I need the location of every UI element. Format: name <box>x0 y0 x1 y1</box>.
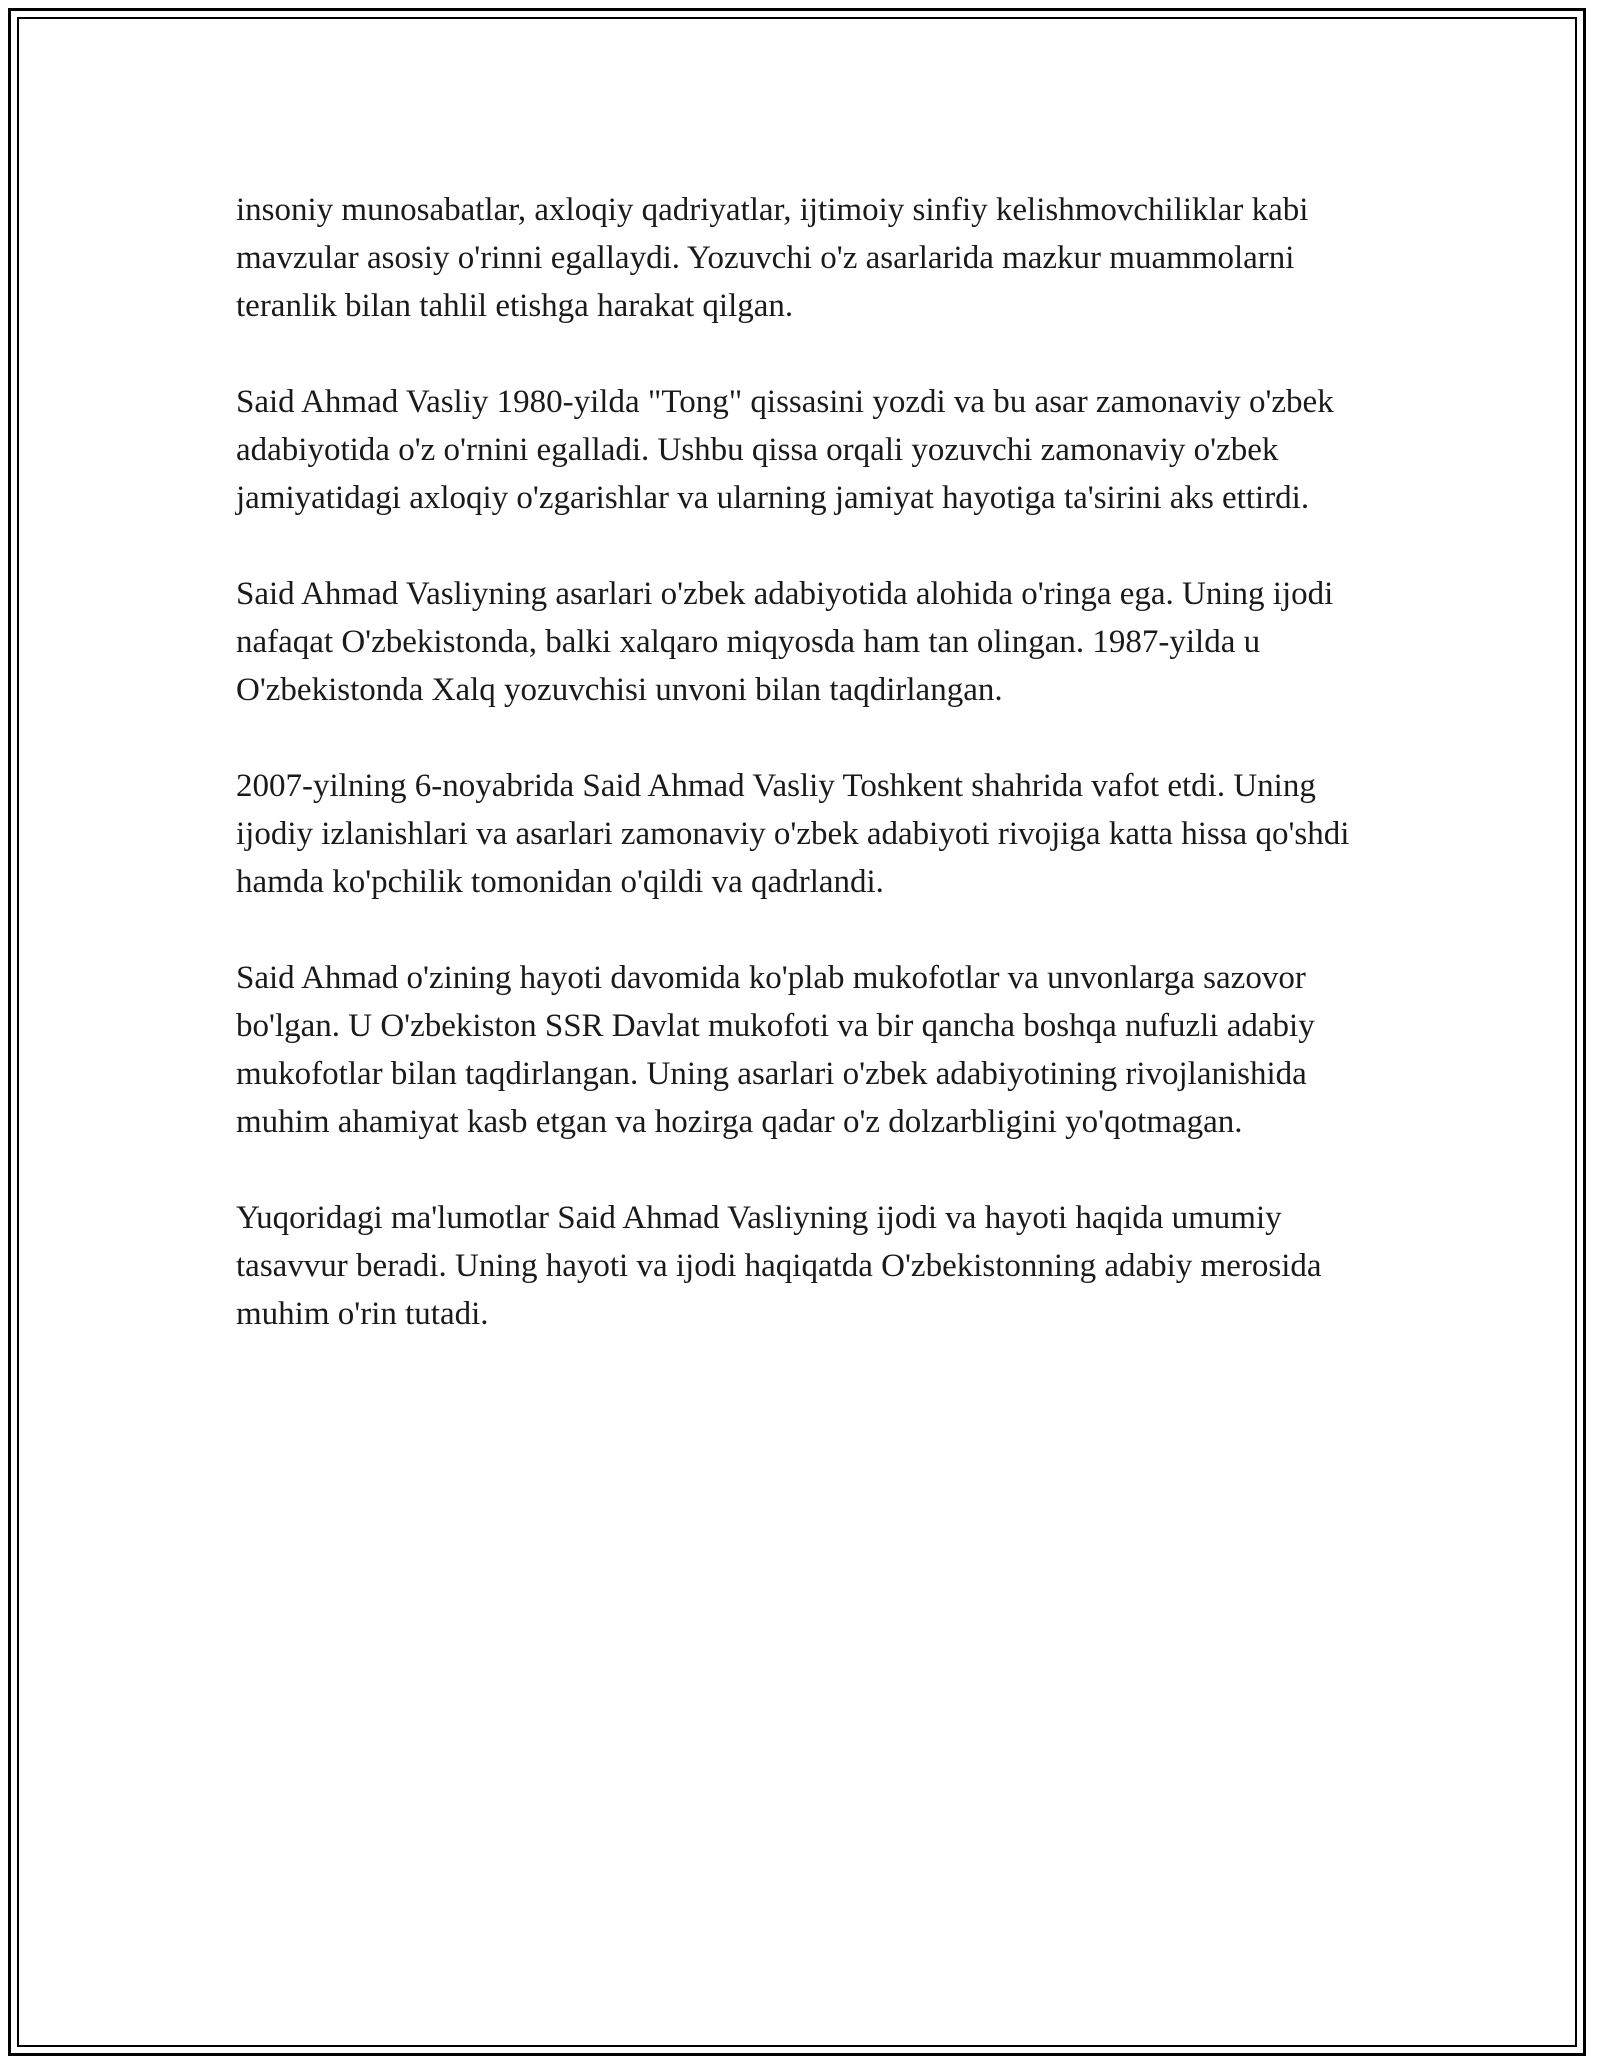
paragraph-5: Said Ahmad o'zining hayoti davomida ko'plab mukofotlar va unvonlarga sazovor bo'lgan. U O'zbekiston SSR Davlat mukofoti va bir qancha boshqa nufuzli adabiy mukofotlar bilan taqdirlangan. Uning asarlari o'zbek adabiyotining rivojlanishida muhim ahamiyat kasb etgan va hozirga qadar o'z dolzarbligini yo'qotmagan. <box>236 960 1315 1140</box>
paragraph-3: Said Ahmad Vasliyning asarlari o'zbek adabiyotida alohida o'ringa ega. Uning ijodi nafaqat O'zbekistonda, balki xalqaro miqyosda ham tan olingan. 1987-yilda u O'zbekistonda Xalq yozuvchisi unvoni bilan taqdirlangan. <box>236 576 1334 708</box>
paragraph-4: 2007-yilning 6-noyabrida Said Ahmad Vasliy Toshkent shahrida vafot etdi. Uning ijodiy izlanishlari va asarlari zamonaviy o'zbek adabiyoti rivojiga katta hissa qo'shdi hamda ko'pchilik tomonidan o'qildi va qadrlandi. <box>236 768 1350 900</box>
paragraph-2: Said Ahmad Vasliy 1980-yilda "Tong" qissasini yozdi va bu asar zamonaviy o'zbek adabiyotida o'z o'rnini egalladi. Ushbu qissa orqali yozuvchi zamonaviy o'zbek jamiyatidagi axloqiy o'zgarishlar va ularning jamiyat hayotiga ta'sirini aks ettirdi. <box>236 384 1334 516</box>
document-body <box>236 186 1386 1386</box>
paragraph-1: insoniy munosabatlar, axloqiy qadriyatlar, ijtimoiy sinfiy kelishmovchiliklar kabi mavzular asosiy o'rinni egallaydi. Yozuvchi o'z asarlarida mazkur muammolarni teranlik bilan tahlil etishga harakat qilgan. <box>236 192 1309 324</box>
paragraph-6: Yuqoridagi ma'lumotlar Said Ahmad Vasliyning ijodi va hayoti haqida umumiy tasavvur beradi. Uning hayoti va ijodi haqiqatda O'zbekistonning adabiy merosida muhim o'rin tutadi. <box>236 1200 1322 1332</box>
